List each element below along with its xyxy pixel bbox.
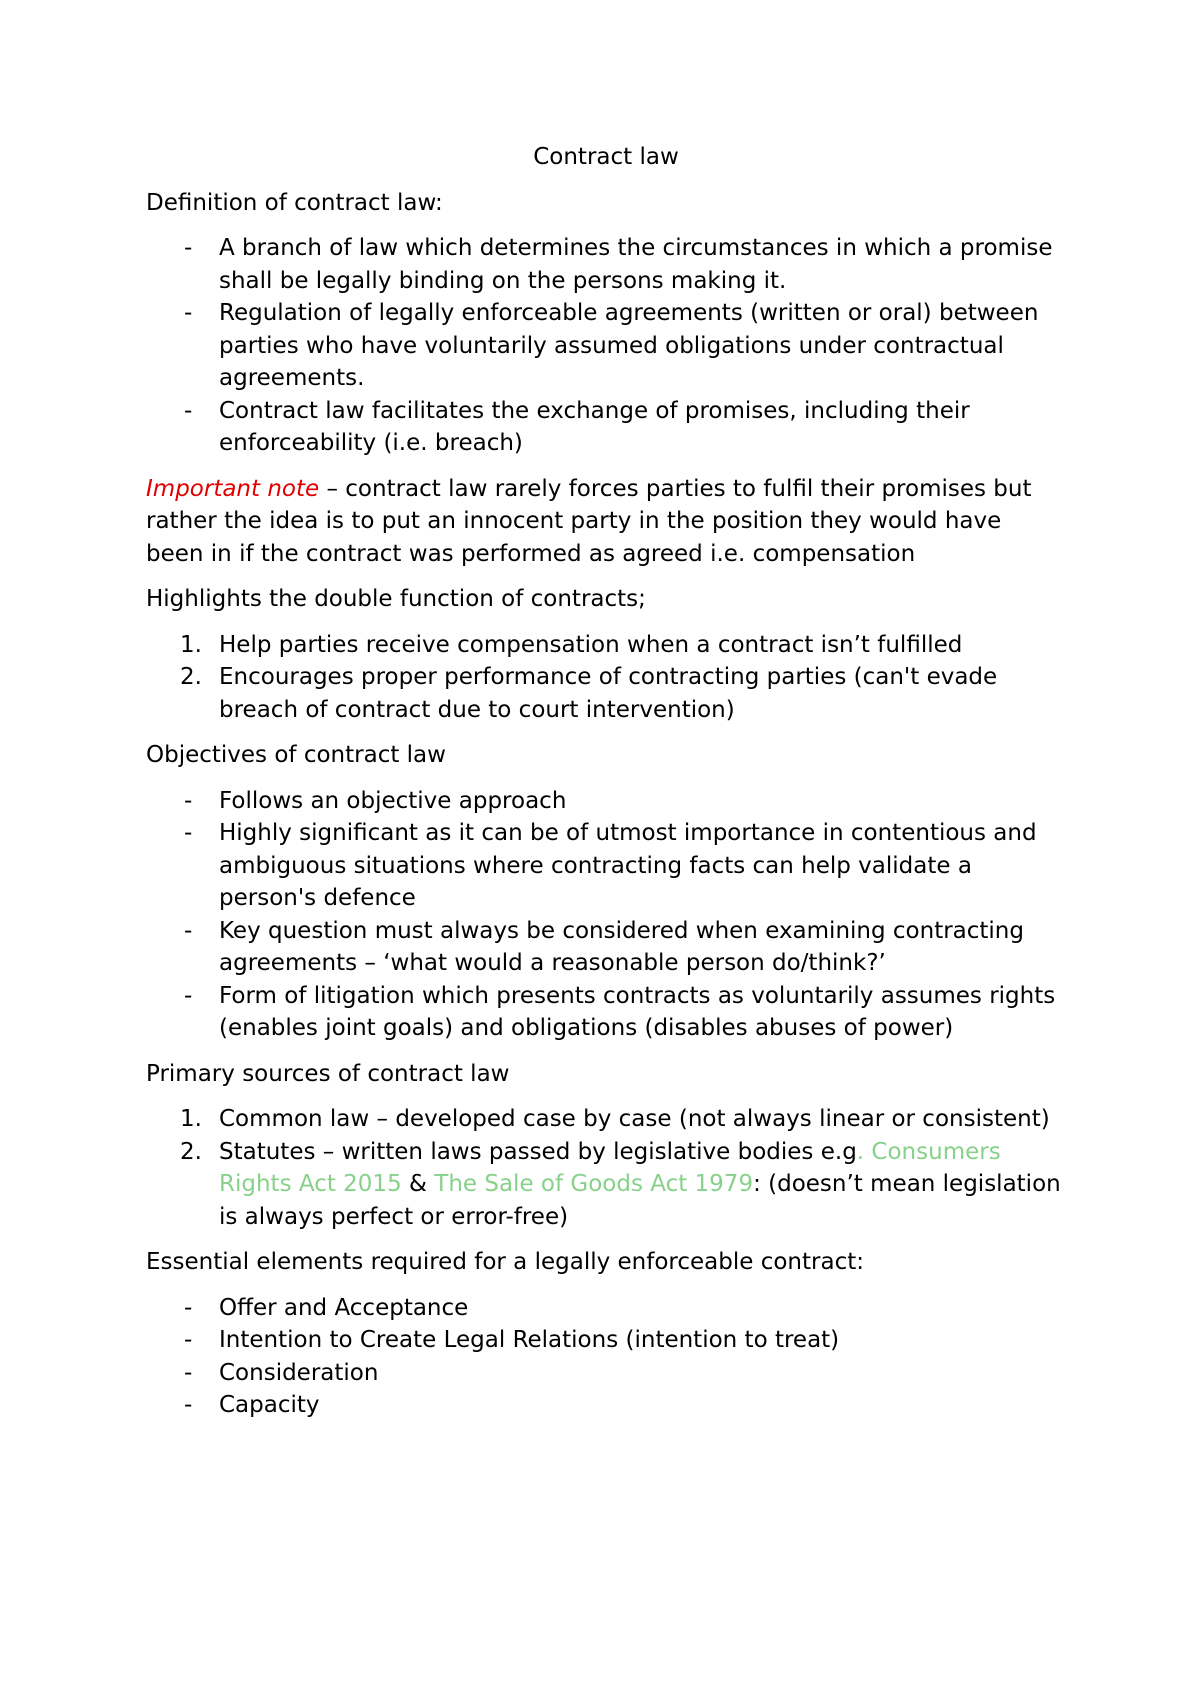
statute-sale-of-goods-act: The Sale of Goods Act 1979: [434, 1171, 754, 1197]
list-number: 1.: [180, 631, 202, 658]
document-title: Contract law: [533, 144, 679, 170]
list-item: - Intention to Create Legal Relations (intention to treat): [146, 1324, 1066, 1357]
document-page: [146, 141, 1066, 1435]
statute-consumers-rights-act: . Consumers Rights Act 2015: [219, 1138, 1001, 1197]
list-item: - Key question must always be considered when examining contracting agreements – ‘what would a reasonable person do/think?’: [146, 915, 1066, 980]
bullet-dash: -: [184, 982, 193, 1009]
list-item: - Highly significant as it can be of utmost importance in contentious and ambiguous situations where contracting facts can help validate a person's defence: [146, 817, 1066, 915]
bullet-dash: -: [184, 235, 193, 261]
list-item: 2. Encourages proper performance of contracting parties (can't evade breach of contract due to court intervention): [146, 661, 1066, 726]
objectives-heading: Objectives of contract law: [146, 742, 446, 768]
bullet-dash: -: [184, 820, 193, 846]
bullet-dash: -: [184, 1327, 193, 1353]
sources-list: [146, 1103, 1066, 1233]
definition-list: [146, 232, 1066, 460]
important-note-text: – contract law rarely forces parties to fulfil their promises but rather the idea is to put an innocent party in the position they would have been in if the contract was performed as agreed i.e. compensation: [146, 475, 1032, 567]
list-item: - A branch of law which determines the circumstances in which a promise shall be legally binding on the persons making it.: [146, 232, 1066, 297]
list-item: - Consideration: [146, 1357, 1066, 1390]
important-note-label: Important note: [146, 475, 320, 502]
bullet-dash: -: [184, 300, 193, 326]
list-item: - Form of litigation which presents contracts as voluntarily assumes rights (enables joint goals) and obligations (disables abuses of power): [146, 980, 1066, 1045]
bullet-dash: -: [184, 397, 193, 424]
list-item: - Follows an objective approach: [146, 785, 1066, 818]
important-note-paragraph: [146, 473, 1066, 571]
list-item: - Regulation of legally enforceable agreements (written or oral) between parties who have voluntarily assumed obligations under contractual agreements.: [146, 297, 1066, 395]
functions-list: [146, 629, 1066, 727]
sources-heading: Primary sources of contract law: [146, 1060, 510, 1087]
bullet-dash: -: [184, 1294, 193, 1321]
bullet-dash: -: [184, 787, 193, 814]
definition-heading: Definition of contract law:: [146, 189, 443, 216]
elements-heading: Essential elements required for a legally enforceable contract:: [146, 1249, 864, 1275]
bullet-dash: -: [184, 1392, 193, 1418]
list-item: - Offer and Acceptance: [146, 1292, 1066, 1325]
list-item: 2. Statutes – written laws passed by legislative bodies e.g. Consumers Rights Act 2015 & The Sale of Goods Act 1979: (doesn’t mean legislation is always perfect or error-free): [146, 1136, 1066, 1234]
list-number: 2.: [180, 664, 202, 690]
list-number: 2.: [180, 1138, 202, 1165]
list-item: - Contract law facilitates the exchange of promises, including their enforceability (i.e. breach): [146, 395, 1066, 460]
list-number: 1.: [180, 1106, 202, 1132]
list-item: - Capacity: [146, 1389, 1066, 1422]
list-item: 1. Common law – developed case by case (not always linear or consistent): [146, 1103, 1066, 1136]
bullet-dash: -: [184, 1359, 193, 1386]
elements-list: [146, 1292, 1066, 1422]
functions-heading: Highlights the double function of contracts;: [146, 586, 646, 612]
objectives-list: [146, 785, 1066, 1045]
bullet-dash: -: [184, 917, 193, 944]
list-item: 1. Help parties receive compensation when a contract isn’t fulfilled: [146, 629, 1066, 662]
